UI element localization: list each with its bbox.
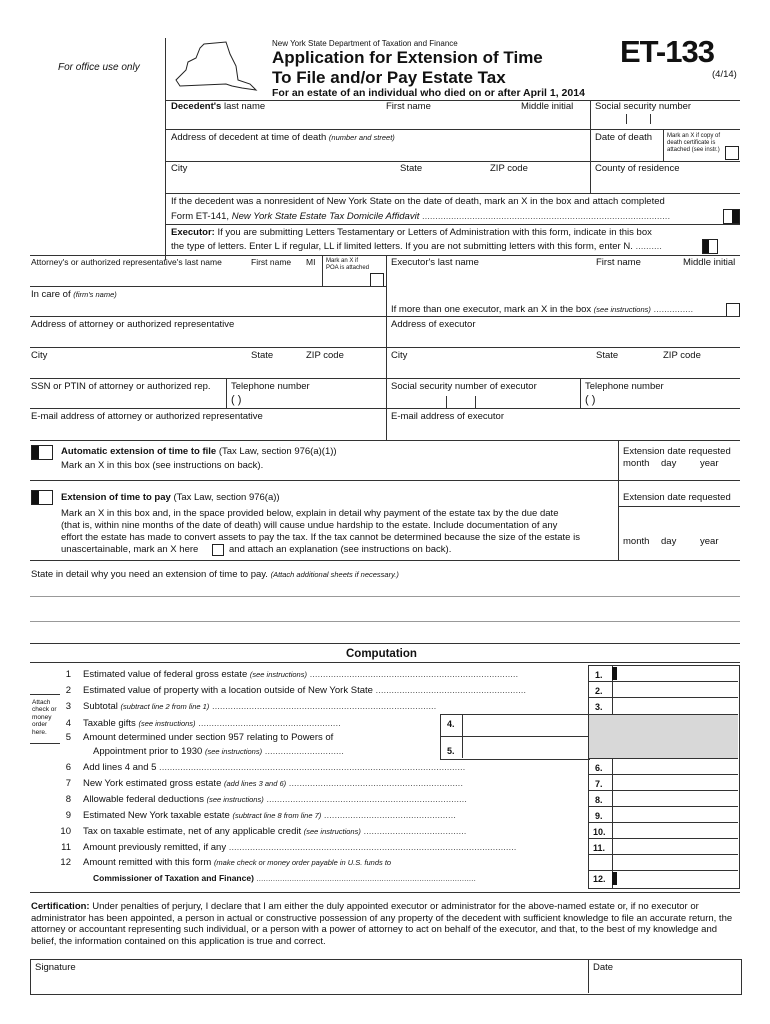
poa-checkbox[interactable]: [370, 273, 384, 287]
attach-check-note: Attach check or money order here.: [32, 699, 57, 736]
line-number: 7: [65, 778, 71, 789]
line-number: 5: [65, 732, 71, 743]
line-7-label: New York estimated gross estate (add lines 3 and 6) ..................................................................: [83, 778, 463, 789]
pay-day-label: day: [661, 536, 677, 547]
death-certificate-checkbox[interactable]: [725, 146, 739, 160]
attorney-ssn-label: SSN or PTIN of attorney or authorized rep.: [31, 381, 211, 392]
executor-first-name-label: First name: [596, 257, 641, 268]
computation-title: Computation: [346, 648, 417, 660]
line-3-label: Subtotal (subtract line 2 from line 1) .....................................................................................: [83, 701, 437, 712]
line-1-box: 1.: [595, 670, 603, 680]
executor-email-label: E-mail address of executor: [391, 411, 504, 422]
pay-year-label: year: [700, 536, 719, 547]
department-name: New York State Department of Taxation and Finance: [272, 39, 458, 48]
line-1-amount-input[interactable]: [618, 666, 737, 680]
line-number: 2: [65, 685, 71, 696]
line-11-label: Amount previously remitted, if any .............................................................................................................: [83, 842, 517, 853]
decedent-state-label: State: [400, 163, 423, 174]
file-month-label: month: [623, 458, 650, 469]
attorney-phone-label: Telephone number: [231, 381, 310, 392]
more-than-one-executor: If more than one executor, mark an X in the box (see instructions) ...............: [391, 304, 694, 315]
line-4-box: 4.: [447, 719, 455, 729]
pay-text-1: Mark an X in this box and, in the space provided below, explain in detail why payment of the estate tax by the due date: [61, 508, 559, 519]
line-number: 9: [65, 810, 71, 821]
executor-city-label: City: [391, 350, 408, 361]
file-extension-date-label: Extension date requested: [623, 446, 731, 457]
unascertainable-checkbox[interactable]: [212, 544, 224, 556]
executor-zip-label: ZIP code: [663, 350, 701, 361]
line-number: 1: [65, 669, 71, 680]
attorney-email-label: E-mail address of attorney or authorized representative: [31, 411, 263, 422]
line-number: 4: [65, 718, 71, 729]
line-3-box: 3.: [595, 702, 603, 712]
signature-label: Signature: [35, 962, 76, 973]
form-subtitle: For an estate of an individual who died on or after April 1, 2014: [272, 87, 585, 99]
line-2-label: Estimated value of property with a location outside of New York State .........................................................: [83, 685, 527, 696]
line-7-box: 7.: [595, 779, 603, 789]
decedent-last-name-label: Decedent's last name: [171, 101, 266, 112]
line-3-amount-input[interactable]: [614, 699, 737, 713]
decedent-city-label: City: [171, 163, 188, 174]
form-title-line2: To File and/or Pay Estate Tax: [272, 68, 506, 87]
attorney-mi-label: MI: [306, 257, 316, 267]
line-6-label: Add lines 4 and 5 ....................................................................................................................: [83, 762, 466, 773]
line-5-amount-input[interactable]: [464, 738, 587, 756]
line-5-box: 5.: [447, 746, 455, 756]
form-title-line1: Application for Extension of Time: [272, 48, 543, 67]
executor-letters-line1: Executor: If you are submitting Letters Testamentary or Letters of Administration with this form, indicate in this box: [171, 227, 652, 238]
attorney-address-label: Address of attorney or authorized representative: [31, 319, 235, 330]
line-number: 10: [60, 826, 71, 837]
line-number: 3: [65, 701, 71, 712]
line-number: 12: [60, 857, 71, 868]
poa-note: Mark an X if POA is attached: [326, 258, 370, 271]
decedent-address-label: Address of decedent at time of death (number and street): [171, 132, 395, 143]
executor-middle-initial-label: Middle initial: [683, 257, 736, 268]
extension-to-file-instruction: Mark an X in this box (see instructions on back).: [61, 460, 264, 471]
signature-field[interactable]: [31, 975, 587, 992]
pay-text-2: (that is, within nine months of the date of death) will cause undue hardship to the estate. Include documentation of any: [61, 520, 558, 531]
extension-to-file-checkbox[interactable]: [31, 445, 53, 460]
executor-phone-parens: ( ): [585, 394, 596, 406]
form-revision: (4/14): [712, 69, 737, 80]
extension-to-pay-title: Extension of time to pay (Tax Law, section 976(a)): [61, 492, 280, 503]
file-day-label: day: [661, 458, 677, 469]
decedent-zip-label: ZIP code: [490, 163, 528, 174]
attorney-phone-parens: ( ): [231, 394, 242, 406]
executor-ssn-label: Social security number of executor: [391, 381, 537, 392]
decedent-ssn-label: Social security number: [595, 101, 692, 112]
line-6-box: 6.: [595, 763, 603, 773]
line-4-label: Taxable gifts (see instructions) ......................................................: [83, 718, 341, 729]
date-field[interactable]: [589, 975, 739, 992]
explain-label: State in detail why you need an extension of time to pay. (Attach additional sheets if necessary.): [31, 569, 399, 580]
date-label: Date: [593, 962, 614, 973]
line-4-amount-input[interactable]: [464, 716, 587, 734]
attorney-first-name-label: First name: [251, 257, 292, 267]
line-number: 6: [65, 762, 71, 773]
pay-text-4: unascertainable, mark an X here: [61, 544, 199, 555]
line-11-box: 11.: [593, 843, 606, 853]
nonresident-form-ref: Form ET-141, New York State Estate Tax Domicile Affidavit ..............................................................................................: [171, 211, 671, 222]
executor-last-name-label: Executor's last name: [391, 257, 479, 268]
in-care-of-label: In care of (firm's name): [31, 289, 117, 300]
letters-type-box[interactable]: [702, 239, 718, 254]
line-12-cont: Commissioner of Taxation and Finance) .............................................................................................: [93, 873, 476, 883]
executor-phone-label: Telephone number: [585, 381, 664, 392]
attorney-last-name-label: Attorney's or authorized representative's last name: [31, 257, 222, 267]
line-number: 8: [65, 794, 71, 805]
pay-text-3: effort the estate has made to convert assets to pay the tax. If the tax cannot be determined because the size of the estate is: [61, 532, 580, 543]
line-number: 11: [61, 842, 71, 853]
executor-letters-line2: the type of letters. Enter L if regular, LL if limited letters. If you are not submitting letters with this form, enter N. ..........: [171, 241, 662, 252]
executor-state-label: State: [596, 350, 619, 361]
pay-extension-date-label: Extension date requested: [623, 492, 731, 503]
file-year-label: year: [700, 458, 719, 469]
line-2-amount-input[interactable]: [614, 683, 737, 696]
extension-to-file-title: Automatic extension of time to file (Tax Law, section 976(a)(1)): [61, 446, 337, 457]
office-use-label: For office use only: [58, 62, 140, 73]
line-10-box: 10.: [593, 827, 606, 837]
attorney-state-label: State: [251, 350, 274, 361]
line-2-box: 2.: [595, 686, 603, 696]
death-certificate-note: Mark an X if copy of death certificate is attached (see instr.): [667, 133, 721, 153]
new-york-state-map-icon: [170, 40, 260, 100]
pay-month-label: month: [623, 536, 650, 547]
line-5-cont: Appointment prior to 1930 (see instructions) ..............................: [93, 746, 344, 757]
executor-address-label: Address of executor: [391, 319, 476, 330]
line-10-label: Tax on taxable estimate, net of any applicable credit (see instructions) .......................................: [83, 826, 467, 837]
line-9-box: 9.: [595, 811, 603, 821]
attorney-zip-label: ZIP code: [306, 350, 344, 361]
decedent-middle-initial-label: Middle initial: [521, 101, 574, 112]
pay-text-4b: and attach an explanation (see instructions on back).: [229, 544, 452, 555]
line-5-label: Amount determined under section 957 relating to Powers of: [83, 732, 334, 743]
attorney-city-label: City: [31, 350, 48, 361]
nonresident-checkbox[interactable]: [723, 209, 740, 224]
line-1-label: Estimated value of federal gross estate (see instructions) ...............................................................................: [83, 669, 519, 680]
extension-to-pay-checkbox[interactable]: [31, 490, 53, 505]
county-of-residence-label: County of residence: [595, 163, 680, 174]
form-number: ET-133: [620, 34, 714, 69]
certification-statement: Certification: Under penalties of perjury, I declare that I am either the duly appointed executor or administrator for the above-named estate or, if no executor or administrator has been appointed, a person in actual or constructive possession of any property of the decedent with sufficient knowledge to file an accurate return, the attorney or accountant representing such individual, or a person with a power of attorney to act on behalf of the executor, and that, to the best of my knowledge and belief, the information contained on this application is true and correct.: [31, 901, 733, 947]
line-12-label: Amount remitted with this form (make check or money order payable in U.S. funds to: [83, 857, 392, 868]
line-9-label: Estimated New York taxable estate (subtract line 8 from line 7) ..................................................: [83, 810, 456, 821]
line-8-box: 8.: [595, 795, 603, 805]
line-12-box: 12.: [593, 874, 606, 884]
line-8-label: Allowable federal deductions (see instructions) ............................................................................: [83, 794, 467, 805]
decedent-first-name-label: First name: [386, 101, 431, 112]
nonresident-instructions: If the decedent was a nonresident of New York State on the date of death, mark an X in the box and attach completed: [171, 196, 665, 207]
multiple-executor-checkbox[interactable]: [726, 303, 740, 317]
date-of-death-label: Date of death: [595, 132, 653, 143]
